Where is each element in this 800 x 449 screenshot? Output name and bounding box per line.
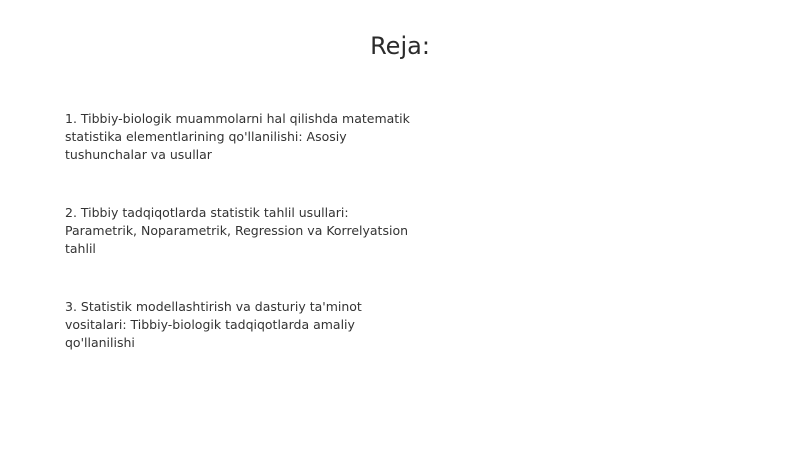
agenda-list	[65, 110, 410, 352]
slide-title: Reja:	[370, 32, 430, 60]
agenda-item-1: 1. Tibbiy-biologik muammolarni hal qilishda matematik statistika elementlarining qo'llanilishi: Asosiy tushunchalar va usullar	[65, 111, 410, 162]
agenda-item-3: 3. Statistik modellashtirish va dasturiy ta'minot vositalari: Tibbiy-biologik tadqiqotlarda amaliy qo'llanilishi	[65, 299, 362, 350]
agenda-item-2: 2. Tibbiy tadqiqotlarda statistik tahlil usullari: Parametrik, Noparametrik, Regression va Korrelyatsion tahlil	[65, 205, 409, 256]
